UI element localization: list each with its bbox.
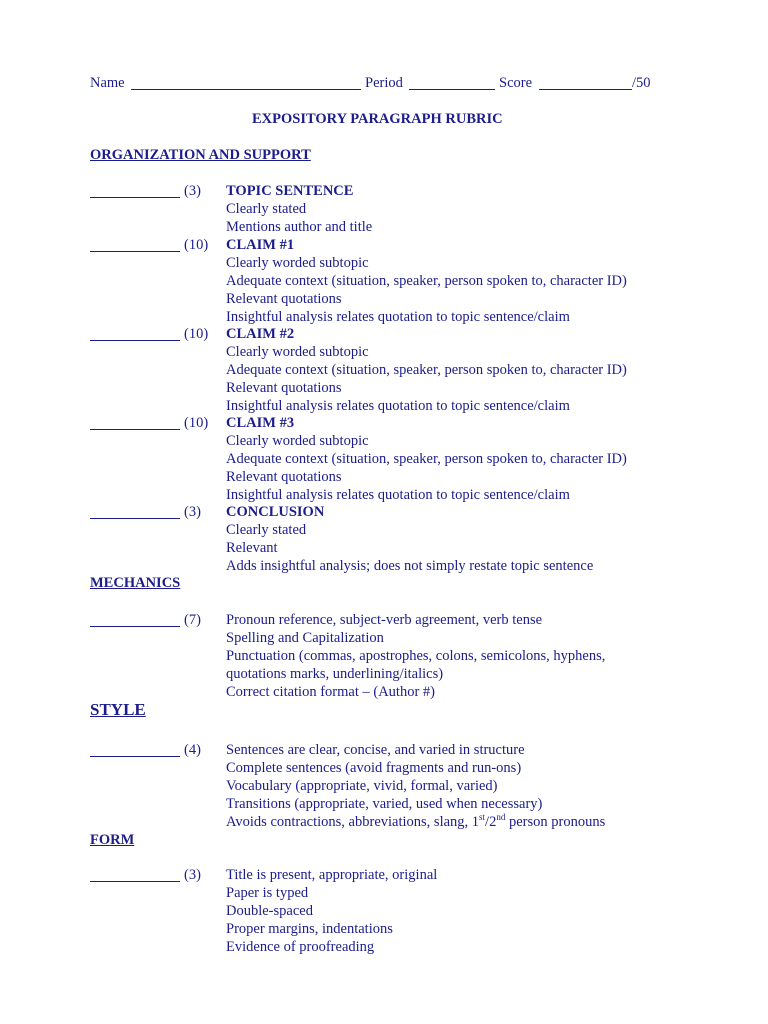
rubric-title: EXPOSITORY PARAGRAPH RUBRIC: [252, 111, 503, 127]
criterion-line: Relevant quotations: [226, 291, 342, 307]
period-blank[interactable]: [409, 89, 495, 90]
pronoun-text-after: person pronouns: [505, 814, 606, 830]
pronoun-text-before: Avoids contractions, abbreviations, slang, 1: [226, 814, 480, 830]
criterion-line: Relevant quotations: [226, 469, 342, 485]
criterion-line: Proper margins, indentations: [226, 921, 393, 937]
criterion-line: Clearly worded subtopic: [226, 344, 369, 360]
ordinal-st: st: [479, 812, 486, 823]
criterion-line: Clearly worded subtopic: [226, 255, 369, 271]
score-blank-style[interactable]: [90, 756, 180, 757]
criterion-line: Pronoun reference, subject-verb agreement, verb tense: [226, 612, 543, 628]
period-label: Period: [365, 75, 403, 91]
score-label: Score: [499, 75, 533, 91]
score-blank-claim2[interactable]: [90, 340, 180, 341]
name-label: Name: [90, 75, 125, 91]
criterion-line: Clearly stated: [226, 201, 307, 217]
points-claim3: (10): [184, 415, 209, 431]
score-blank-form[interactable]: [90, 881, 180, 882]
criterion-line: Double-spaced: [226, 903, 313, 919]
criterion-line: Sentences are clear, concise, and varied in structure: [226, 742, 525, 758]
score-total: /50: [632, 75, 651, 91]
style-heading: STYLE: [90, 700, 146, 719]
item-title-claim3: CLAIM #3: [226, 415, 295, 431]
score-blank-mechanics[interactable]: [90, 626, 180, 627]
mechanics-heading: MECHANICS: [90, 575, 181, 591]
score-blank-claim1[interactable]: [90, 251, 180, 252]
score-blank-claim3[interactable]: [90, 429, 180, 430]
form-heading: FORM: [90, 832, 135, 848]
criterion-line: Adds insightful analysis; does not simply restate topic sentence: [226, 558, 594, 574]
item-title-claim1: CLAIM #1: [226, 237, 295, 253]
criterion-line: Relevant: [226, 540, 278, 556]
criterion-line: Adequate context (situation, speaker, person spoken to, character ID): [226, 451, 627, 467]
criterion-line-pronouns: [226, 813, 605, 831]
pronoun-text-mid: /2: [485, 814, 497, 830]
criterion-line: Insightful analysis relates quotation to topic sentence/claim: [226, 487, 570, 503]
criterion-line: Clearly stated: [226, 522, 307, 538]
points-topic: (3): [184, 183, 201, 199]
criterion-line: Insightful analysis relates quotation to topic sentence/claim: [226, 309, 570, 325]
criterion-line: Adequate context (situation, speaker, person spoken to, character ID): [226, 362, 627, 378]
criterion-line: Correct citation format – (Author #): [226, 684, 435, 700]
score-blank-conclusion[interactable]: [90, 518, 180, 519]
criterion-line: Transitions (appropriate, varied, used when necessary): [226, 796, 543, 812]
name-blank[interactable]: [131, 89, 361, 90]
criterion-line: Mentions author and title: [226, 219, 373, 235]
criterion-line: Adequate context (situation, speaker, person spoken to, character ID): [226, 273, 627, 289]
criterion-line: Complete sentences (avoid fragments and run-ons): [226, 760, 522, 776]
criterion-line: quotations marks, underlining/italics): [226, 666, 444, 682]
criterion-line: Clearly worded subtopic: [226, 433, 369, 449]
points-mechanics: (7): [184, 612, 201, 628]
score-blank-topic[interactable]: [90, 197, 180, 198]
criterion-line: Paper is typed: [226, 885, 309, 901]
item-title-claim2: CLAIM #2: [226, 326, 295, 342]
item-title-conclusion: CONCLUSION: [226, 504, 325, 520]
points-form: (3): [184, 867, 201, 883]
criterion-line: Spelling and Capitalization: [226, 630, 384, 646]
points-claim1: (10): [184, 237, 209, 253]
points-style: (4): [184, 742, 201, 758]
criterion-line: Title is present, appropriate, original: [226, 867, 438, 883]
points-claim2: (10): [184, 326, 209, 342]
points-conclusion: (3): [184, 504, 201, 520]
criterion-line: Vocabulary (appropriate, vivid, formal, varied): [226, 778, 498, 794]
organization-heading: ORGANIZATION AND SUPPORT: [90, 147, 311, 163]
criterion-line: Relevant quotations: [226, 380, 342, 396]
score-blank[interactable]: [539, 89, 632, 90]
criterion-line: Punctuation (commas, apostrophes, colons, semicolons, hyphens,: [226, 648, 606, 664]
item-title-topic-sentence: TOPIC SENTENCE: [226, 183, 354, 199]
ordinal-nd: nd: [496, 812, 506, 823]
criterion-line: Evidence of proofreading: [226, 939, 375, 955]
criterion-line: Insightful analysis relates quotation to topic sentence/claim: [226, 398, 570, 414]
